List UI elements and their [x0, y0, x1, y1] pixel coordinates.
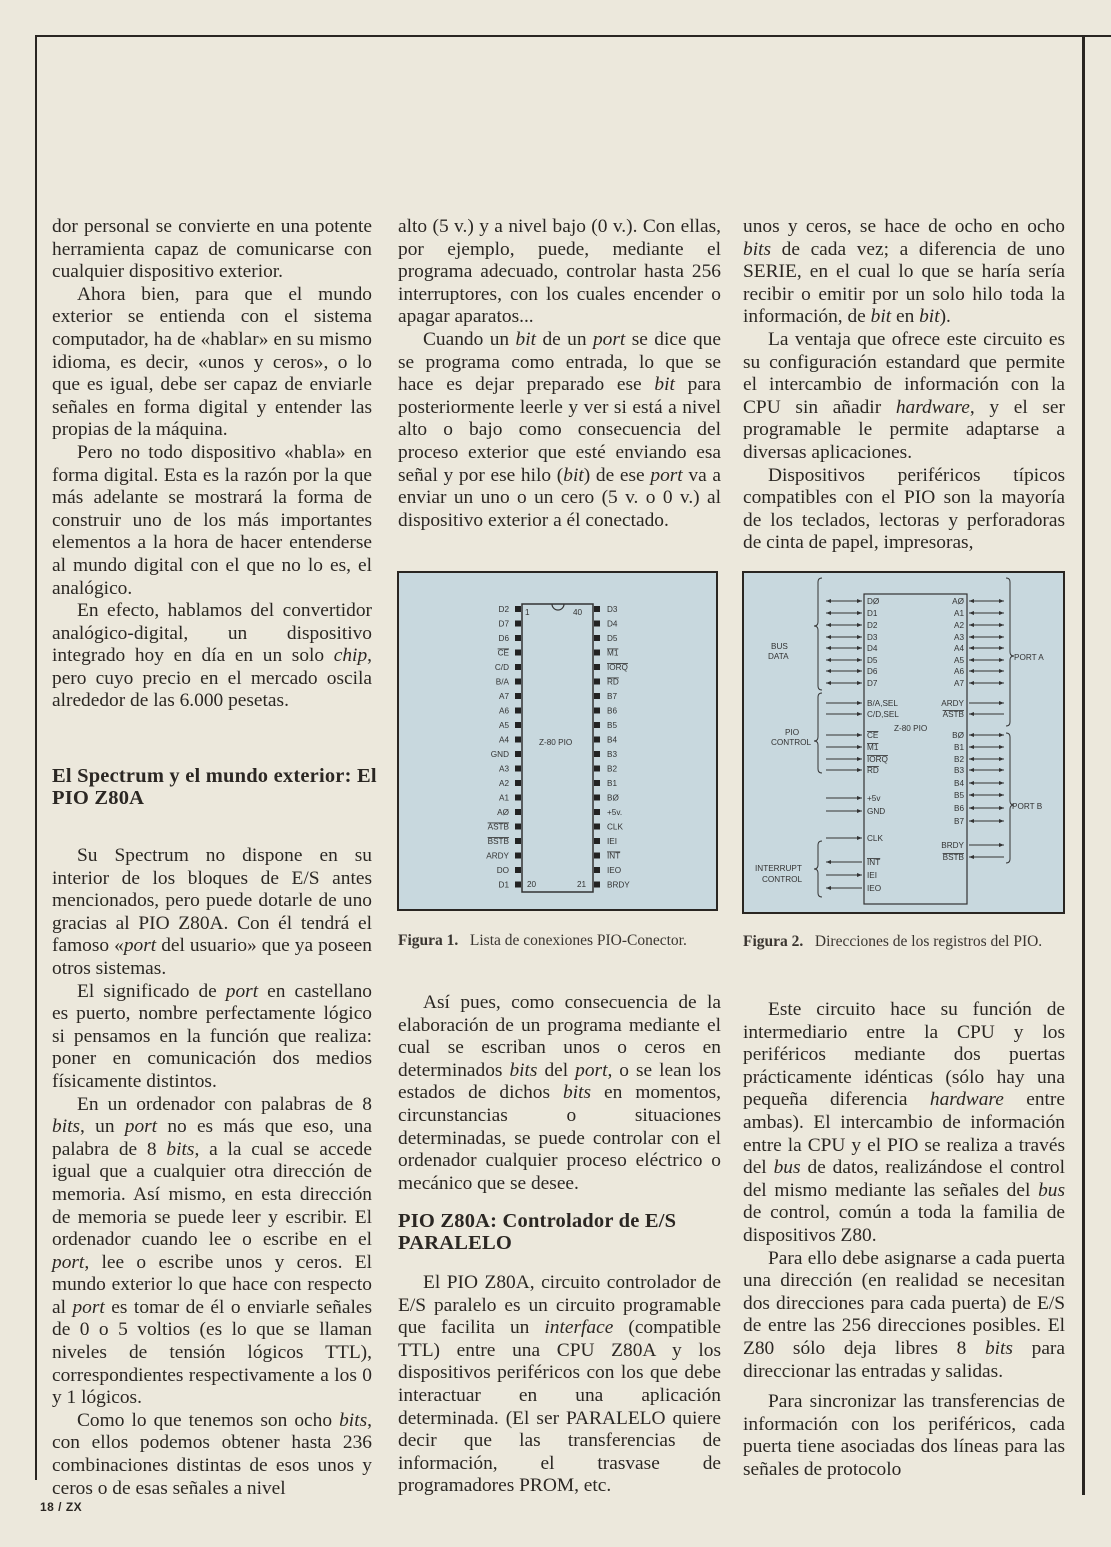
svg-text:PIO: PIO	[785, 728, 800, 737]
pin-label: B4	[607, 735, 618, 745]
section-heading-pio-controller: PIO Z80A: Controlador de E/S PARALELO	[398, 1210, 677, 1254]
pin-label: IEO	[607, 866, 622, 875]
pin-label: D4	[607, 619, 618, 629]
pin-label: C/D,SEL	[867, 710, 899, 719]
pin-label: D6	[867, 667, 878, 676]
column-3-top	[743, 216, 1065, 555]
figure-1-caption: Figura 1. Lista de conexiones PIO-Conector.	[398, 932, 687, 949]
pin-label: A2	[953, 621, 964, 630]
pin-label: CE	[497, 648, 509, 658]
pin-label: AØ	[497, 808, 509, 817]
pio-block-diagram-svg	[744, 573, 1063, 912]
pin-label: INT	[607, 851, 621, 861]
pin-label: A4	[498, 735, 509, 745]
pin-label: INT	[867, 858, 881, 867]
pin-label: ARDY	[941, 699, 964, 708]
paragraph: Así pues, como consecuencia de la elaboración de un programa mediante el cual se escriban unos o ceros en determinados bits del port, o se lean los estados de dichos bits en momentos, circunstancias o situaciones determinadas, se puede controlar con el ordenador cualquier proceso eléctrico o mecánico que se desee.	[398, 992, 722, 1194]
column-2-middle	[398, 992, 721, 1195]
pin-label: A6	[953, 667, 964, 676]
pin-label: B6	[607, 706, 618, 716]
pin-label: BRDY	[607, 880, 630, 890]
pin-label: +5v.	[607, 808, 623, 817]
pin-label: ASTB	[487, 822, 509, 832]
figure-2-register-directions-diagram	[742, 571, 1065, 914]
pin-label: D6	[498, 634, 509, 643]
pin-label: IEI	[867, 871, 878, 880]
svg-text:DATA: DATA	[768, 652, 789, 661]
pin-label: B3	[953, 766, 964, 775]
pin-label: IEI	[607, 837, 618, 846]
pio-pinout-svg	[399, 573, 716, 909]
pin-label: IORQ	[607, 663, 628, 672]
svg-text:40: 40	[573, 608, 583, 617]
pin-label: B5	[607, 721, 618, 730]
pin-label: D5	[607, 634, 618, 643]
pin-label: BSTB	[487, 837, 509, 846]
svg-text:1: 1	[525, 608, 530, 617]
pin-label: DØ	[867, 597, 880, 606]
pin-label: B1	[607, 779, 618, 788]
pin-label: B5	[953, 791, 964, 800]
pin-label: A5	[953, 656, 964, 665]
paragraph: Para sincronizar las transferencias de información con los periféricos, cada puerta tiene asociadas dos líneas para las señales de protocolo	[743, 1391, 1065, 1480]
pin-label: A5	[498, 721, 509, 730]
pin-label: B6	[953, 804, 964, 813]
pin-label: IORQ	[867, 755, 888, 764]
paragraph: Este circuito hace su función de intermediario entre la CPU y los periféricos mediante dos puertas prácticamente idénticas (sólo hay una pequeña diferencia hardware entre ambas). El intercambio de información entre la CPU y el PIO se realiza a través del bus de datos, realizándose el control del mismo mediante las señales del bus de control, común a toda la familia de dispositivos Z80.	[743, 999, 1065, 1246]
paragraph: Pero no todo dispositivo «habla» en forma digital. Esta es la razón por la que más adelante se mostrará la forma de construir uno de los más importantes elementos a la hora de hacer entenderse al mundo digital con el que no lo es, el analógico.	[52, 441, 372, 599]
section-heading-spectrum: El Spectrum y el mundo exterior: El PIO Z80A	[52, 765, 377, 809]
pin-label: AØ	[952, 597, 964, 606]
pin-label: RD	[867, 766, 879, 775]
paragraph: La ventaja que ofrece este circuito es su configuración estandard que permite el intercambio de información con la CPU sin añadir hardware, y el ser programable le permite adaptarse a diversas aplicaciones.	[743, 328, 1065, 463]
pin-label: B/A	[495, 677, 509, 687]
paragraph: unos y ceros, se hace de ocho en ocho bits de cada vez; a diferencia de uno SERIE, en el cual lo que se haría sería recibir o emitir por un solo hilo toda la información, de bit en bit).	[743, 216, 1065, 328]
pin-label: A2	[498, 779, 509, 788]
svg-text:BUS: BUS	[771, 642, 788, 651]
pin-label: D1	[867, 609, 878, 618]
pin-label: A7	[953, 679, 964, 688]
paragraph: Ahora bien, para que el mundo exterior se entienda con el sistema computador, ha de «hablar» en su mismo idioma, es decir, «unos y ceros», o lo que es igual, debe ser capaz de enviarle señales en forma digital y entender las propias de la máquina.	[52, 283, 372, 441]
pin-label: A4	[953, 644, 964, 653]
pin-label: D4	[867, 644, 878, 653]
pin-label: GND	[490, 750, 509, 759]
paragraph: El significado de port en castellano es puerto, nombre perfectamente lógico si pensamos en la función que realiza: poner en comunicación dos medios físicamente distintos.	[52, 980, 372, 1092]
pin-label: BØ	[952, 731, 964, 740]
svg-text:21: 21	[577, 880, 587, 889]
figure-2-caption: Figura 2. Direcciones de los registros del PIO.	[743, 933, 1043, 950]
pin-label: BSTB	[942, 853, 964, 862]
page-frame-right-rule	[1082, 35, 1085, 1495]
paragraph: Como lo que tenemos son ocho bits, con ellos podemos obtener hasta 236 combinaciones distintas de esos unos y ceros o de esas señales a nivel	[52, 1409, 372, 1499]
paragraph: dor personal se convierte en una potente herramienta capaz de comunicarse con cualquier dispositivo exterior.	[52, 216, 372, 283]
pin-label: CLK	[607, 822, 623, 832]
pin-label: B/A,SEL	[867, 699, 898, 708]
pin-label: B7	[953, 817, 964, 826]
svg-text:Z-80 PIO: Z-80 PIO	[894, 724, 928, 733]
paragraph: Para ello debe asignarse a cada puerta una dirección (en realidad se necesitan dos direcciones para cada puerta) de E/S de entre las 256 direcciones posibles. El Z80 sólo deja libres 8 bits para direccionar las entradas y salidas.	[743, 1247, 1065, 1382]
pin-label: GND	[867, 807, 886, 816]
pin-label: M1	[607, 648, 619, 658]
pin-label: M1	[867, 743, 879, 752]
column-1-top	[52, 216, 372, 713]
page-folio: 18 / ZX	[40, 1500, 83, 1514]
svg-text:CONTROL: CONTROL	[771, 738, 812, 747]
pin-label: DO	[496, 866, 509, 875]
pin-label: D2	[867, 621, 878, 630]
paragraph: Dispositivos periféricos típicos compatibles con el PIO son la mayoría de los teclados, lectoras y perforadoras de cinta de papel, impresoras,	[743, 464, 1065, 554]
pin-label: D3	[867, 633, 878, 642]
paragraph: Cuando un bit de un port se dice que se programa como entrada, lo que se hace es dejar preparado ese bit para posteriormente leerle y ver si está a nivel alto o bajo como consecuencia del proceso exterior que esté enviando esa señal y por ese hilo (bit) de ese port va a enviar un uno o un cero (5 v. o 0 v.) al dispositivo exterior a él conectado.	[398, 328, 722, 531]
paragraph: En un ordenador con palabras de 8 bits, un port no es más que eso, una palabra de 8 bits, a la cual se accede igual que a cualquier otra dirección de memoria. Así mismo, en esta dirección de memoria se puede leer y escribir. El ordenador cuando lee o escribe en el port, lee o escribe unos y ceros. El mundo exterior lo que hace con respecto al port es tomar de él o enviarle señales de 0 o 5 voltios (es lo que se llaman niveles de tensión lógicos TTL), correspondientes respectivamente a los 0 y 1 lógicos.	[52, 1093, 372, 1409]
pin-label: RD	[607, 677, 619, 687]
page-frame-top-rule	[35, 35, 1111, 37]
pin-label: D7	[867, 679, 878, 688]
paragraph: alto (5 v.) y a nivel bajo (0 v.). Con ellas, por ejemplo, puede, mediante el programa adecuado, controlar hasta 256 interruptores, con los cuales encender o apagar aparatos...	[398, 216, 721, 328]
pin-label: D3	[607, 605, 618, 614]
pin-label: A1	[953, 609, 964, 618]
pin-label: D5	[867, 656, 878, 665]
paragraph: Su Spectrum no dispone en su interior de los bloques de E/S antes mencionados, pero puede dotarle de uno gracias al PIO Z80A. Con él tendrá el famoso «port del usuario» que ya poseen otros sistemas.	[52, 845, 372, 979]
pin-label: A6	[498, 706, 509, 716]
pin-label: B2	[607, 764, 618, 774]
svg-text:INTERRUPT: INTERRUPT	[755, 864, 802, 873]
pin-label: D2	[498, 605, 509, 614]
pin-label: A3	[498, 764, 509, 774]
pin-label: IEO	[867, 884, 882, 893]
pin-label: CE	[867, 731, 879, 740]
pin-label: B3	[607, 750, 618, 759]
pin-label: C/D	[494, 663, 509, 672]
pin-label: ARDY	[486, 851, 509, 861]
pin-label: A1	[498, 793, 509, 803]
pin-label: A3	[953, 633, 964, 642]
pin-label: ASTB	[942, 710, 964, 719]
pin-label: B4	[953, 779, 964, 788]
pin-label: A7	[498, 692, 509, 701]
svg-text:PORT B: PORT B	[1012, 802, 1043, 811]
column-2-bottom	[398, 1272, 721, 1498]
paragraph: En efecto, hablamos del convertidor analógico-digital, un dispositivo integrado hoy en día en un solo chip, pero cuyo precio en el mercado oscila alrededor de las 6.000 pesetas.	[52, 600, 372, 712]
column-2-top	[398, 216, 721, 532]
column-3-bottom	[743, 999, 1065, 1481]
pin-label: CLK	[867, 834, 883, 843]
figure-1-pinout-diagram	[397, 571, 718, 911]
pin-label: +5v	[867, 794, 881, 803]
svg-text:20: 20	[527, 880, 537, 889]
pin-label: BØ	[607, 793, 619, 803]
pin-label: D1	[498, 880, 509, 890]
pin-label: B1	[953, 743, 964, 752]
paragraph: El PIO Z80A, circuito controlador de E/S paralelo es un circuito programable que facilita un interface (compatible TTL) entre una CPU Z80A y los dispositivos periféricos con los que debe interactuar en una aplicación determinada. (El ser PARALELO quiere decir que las transferencias de información, el trasvase de programadores PROM, etc.	[398, 1272, 721, 1497]
svg-text:CONTROL: CONTROL	[762, 875, 803, 884]
svg-text:PORT A: PORT A	[1014, 653, 1044, 662]
column-1-bottom	[52, 845, 372, 1500]
pin-label: BRDY	[941, 841, 964, 850]
svg-text:Z-80 PIO: Z-80 PIO	[539, 738, 573, 747]
page-frame-left-rule	[35, 35, 37, 1480]
pin-label: B7	[607, 692, 618, 701]
pin-label: B2	[953, 755, 964, 764]
pin-label: D7	[498, 619, 509, 629]
